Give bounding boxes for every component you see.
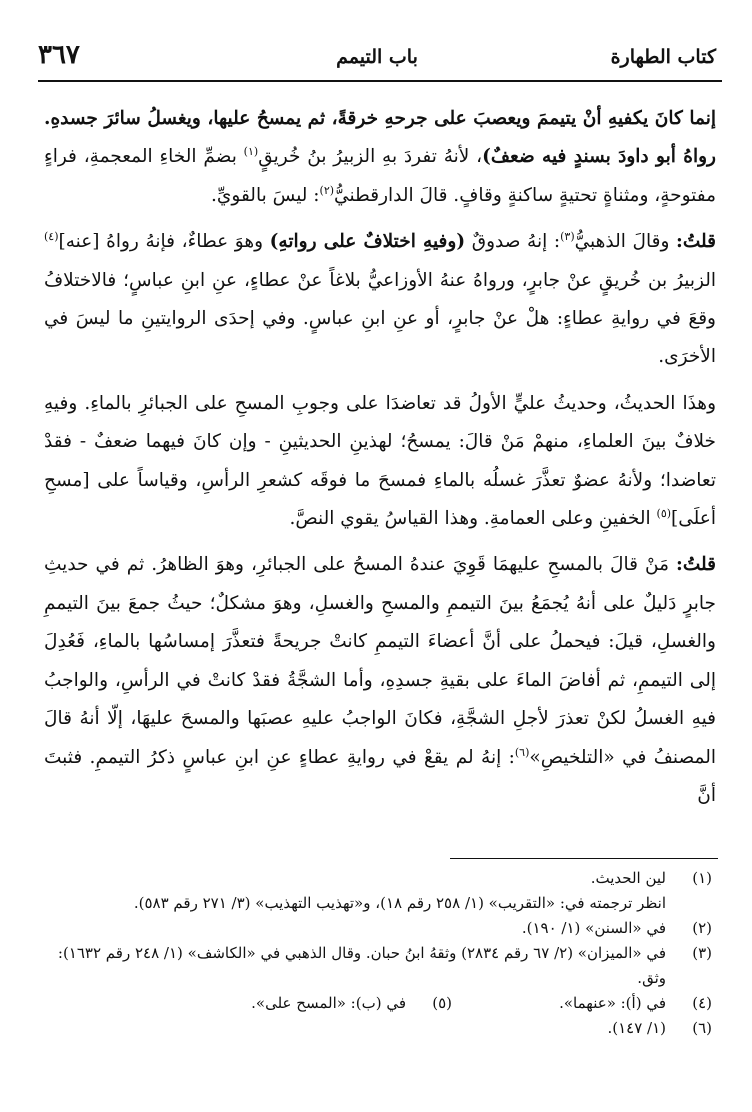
paragraph-2 [44, 223, 716, 377]
footnote-number: (٢) [692, 919, 712, 937]
paragraph-text: وهذَا الحديثُ، وحديثُ عليٍّ الأولُ قد تعاضدَا على وجوبِ المسحِ على الجبائرِ بالماءِ. وفيهِ خلافٌ بينَ العلماءِ، منهمْ مَنْ قالَ: يمسحُ؛ لهذينِ الحديثينِ - وإن كانَ فيهما ضعفٌ - فقدْ تعاضدا؛ ولأنهُ عضوٌ تعذَّرَ غسلُه بالماءِ فمسحَ ما فوقَه كشعرِ الرأسِ، وقياساً على [مسحِ أعلَى] [44, 392, 716, 530]
footnotes [42, 866, 712, 1041]
paragraph-text: ، لأنهُ تفردَ بهِ الزبيرُ بنُ خُريقٍ [258, 146, 483, 168]
footnote-text: في (ب): «المسح على». [251, 994, 406, 1012]
footnote-number: (٤) [692, 994, 712, 1012]
page-header [38, 38, 716, 74]
header-divider [38, 80, 722, 82]
paragraph-text: وهوَ عطاءٌ، فإنهُ رواهُ [عنه] [58, 231, 270, 253]
paragraph-text: : إنهُ لم يقعْ في روايةِ عطاءٍ عنِ ابنِ عباسٍ ذكرُ التيممِ. فثبتَ أنَّ [44, 746, 716, 806]
paragraph-4 [44, 546, 716, 815]
footnote-text: في (أ): «عنهما». [559, 994, 666, 1012]
paragraph-3 [44, 385, 716, 539]
paragraph-text: وقالَ الذهبيُّ [574, 231, 677, 253]
paragraph-text: بضمِّ الخاءِ المعجمةِ، فراءٍ مفتوحةٍ، ومثناةٍ تحتيةٍ ساكنةٍ وقافٍ. قالَ الدارقطنيُّ [44, 146, 716, 206]
footnote-ref-2[interactable]: (٢) [319, 183, 335, 197]
footnote-text: في «الميزان» (٢/ ٦٧ رقم ٢٨٣٤) وثقهُ ابنُ حبان. وقال الذهبي في «الكاشف» (١/ ٢٤٨ رقم ١٦٣٢): وثق. [57, 944, 666, 987]
main-text [44, 100, 716, 823]
footnote-ref-1[interactable]: (١) [243, 145, 259, 159]
footnote-ref-6[interactable]: (٦) [514, 745, 530, 759]
footnote-text: لين الحديث. [590, 869, 666, 887]
footnote-2 [42, 916, 712, 941]
paragraph-text: الخفينِ وعلى العمامةِ. وهذا القياسُ يقوي النصَّ. [289, 508, 657, 530]
footnote-number: (١) [692, 869, 712, 887]
footnote-ref-3[interactable]: (٣) [560, 230, 575, 244]
hadith-quote: إنما كانَ يكفيهِ أنْ يتيممَ ويعصبَ على جرحهِ خرقةً، ثم يمسحُ عليها، ويغسلُ سائرَ جسدهِ. رواهُ أبو داودَ بسندٍ فيه ضعفٌ) [44, 108, 716, 168]
paragraph-text: مَنْ قالَ بالمسحِ عليهمَا قَوِيَ عندهُ المسحُ على الجبائرِ، وهوَ الظاهرُ. ثم في حديثِ جابرٍ دَليلٌ على أنهُ يُجمَعُ بينَ التيممِ والمسحِ والغسلِ، وهوَ مشكلٌ؛ حيثُ جمعَ بينَ التيممِ والغسلِ، قيلَ: فيحملُ على أنَّ أعضاءَ التيممِ كانتْ جريحةً فتعذَّرَ إمساسُها بالماءِ، فَعُدِلَ إلى التيممِ، ثم أفاضَ الماءَ على بقيةِ جسدِهِ، وأما الشجَّةُ فقدْ كانتْ في الرأسِ، والواجبُ فيهِ الغسلُ لكنْ تعذرَ لأجلِ الشجَّةِ، فكانَ الواجبُ عليهِ عصبَها والمسحَ عليهَا، إلّا أنهُ قالَ المصنفُ في «التلخيصِ» [44, 554, 716, 768]
qultu-lead: قلتُ: [676, 231, 716, 253]
footnote-3 [42, 941, 712, 991]
footnote-1-continued: انظر ترجمته في: «التقريب» (١/ ٢٥٨ رقم ١٨)، و«تهذيب التهذيب» (٣/ ٢٧١ رقم ٥٨٣). [133, 894, 666, 912]
chapter-title: باب التيمم [336, 46, 418, 68]
footnote-ref-4[interactable]: (٤) [44, 230, 59, 244]
footnote-text: في «السنن» (١/ ١٩٠). [521, 919, 666, 937]
footnote-divider [450, 858, 718, 859]
footnote-number: (٣) [692, 944, 712, 962]
footnote-5 [192, 991, 452, 1016]
paragraph-text: الزبيرُ بن خُريقٍ عنْ جابرٍ، ورواهُ عنهُ الأوزاعيُّ بلاغاً عنْ عطاءٍ، عنِ ابنِ عباسٍ؛ فالاختلافُ وقعَ في روايةِ عطاءٍ: هلْ عنْ جابرٍ، أو عنِ ابنِ عباسٍ. وفي إحدَى الروايتينِ ما ليسَ في الأخرَى. [44, 269, 716, 368]
footnote-1 [42, 866, 712, 891]
footnote-ref-5[interactable]: (٥) [656, 506, 672, 520]
paragraph-text: : ليسَ بالقويِّ. [211, 184, 320, 206]
footnote-number: (٥) [432, 994, 452, 1012]
book-title: كتاب الطهارة [610, 46, 716, 68]
qultu-lead: قلتُ: [676, 554, 716, 576]
footnote-text: (١/ ١٤٧). [607, 1019, 666, 1037]
footnote-number: (٦) [692, 1019, 712, 1037]
page-number: ٣٦٧ [38, 40, 80, 70]
paragraph-text: : إنهُ صدوقٌ [465, 231, 561, 253]
footnote-4 [452, 991, 712, 1016]
hadith-quote: (وفيهِ اختلافٌ على رواتهِ) [269, 231, 466, 253]
footnote-4-5-row [42, 991, 712, 1016]
footnote-6 [42, 1016, 712, 1041]
paragraph-1 [44, 100, 716, 215]
